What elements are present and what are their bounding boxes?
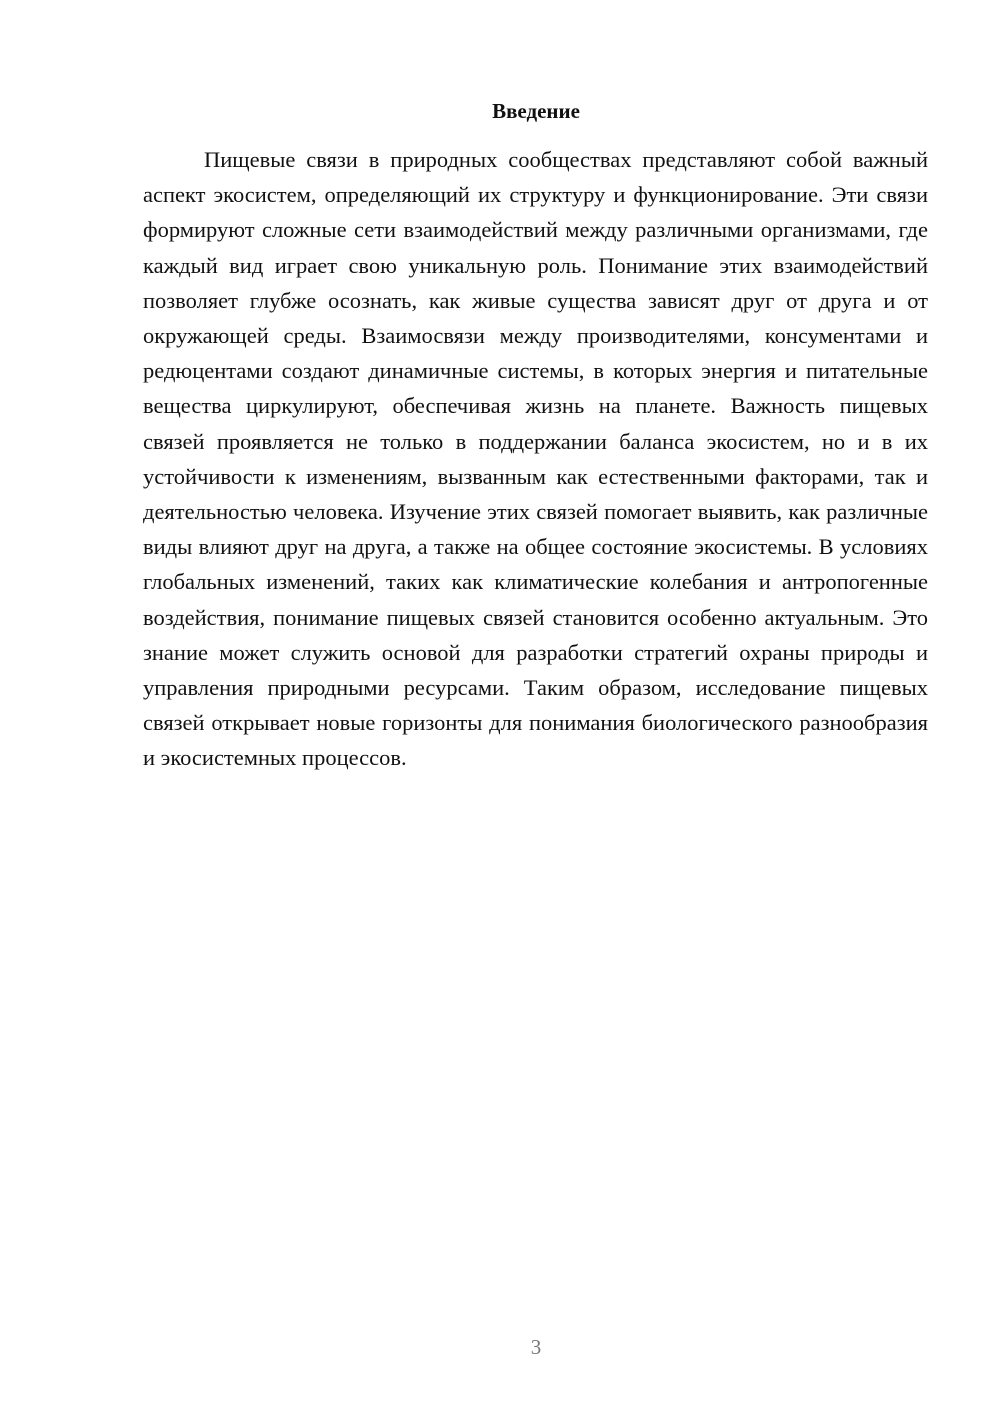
section-heading: Введение bbox=[492, 99, 580, 123]
page-number: 3 bbox=[530, 1335, 542, 1359]
body-paragraph: Пищевые связи в природных сообществах представляют собой важный аспект экосистем, определяющий их структуру и функционирование. Эти связи формируют сложные сети взаимодействий между различными организмами, где каждый вид играет свою уникальную роль. Понимание этих взаимодействий позволяет глубже осознать, как живые существа зависят друг от друга и от окружающей среды. Взаимосвязи между производителями, консументами и редюцентами создают динамичные системы, в которых энергия и питательные вещества циркулируют, обеспечивая жизнь на планете. Важность пищевых связей проявляется не только в поддержании баланса экосистем, но и в их устойчивости к изменениям, вызванным как естественными факторами, так и деятельностью человека. Изучение этих связей помогает выявить, как различные виды влияют друг на друга, а также на общее состояние экосистемы. В условиях глобальных изменений, таких как климатические колебания и антропогенные воздействия, понимание пищевых связей становится особенно актуальным. Это знание может служить основой для разработки стратегий охраны природы и управления природными ресурсами. Таким образом, исследование пищевых связей открывает новые горизонты для понимания биологического разнообразия и экосистемных процессов. bbox=[143, 147, 928, 771]
